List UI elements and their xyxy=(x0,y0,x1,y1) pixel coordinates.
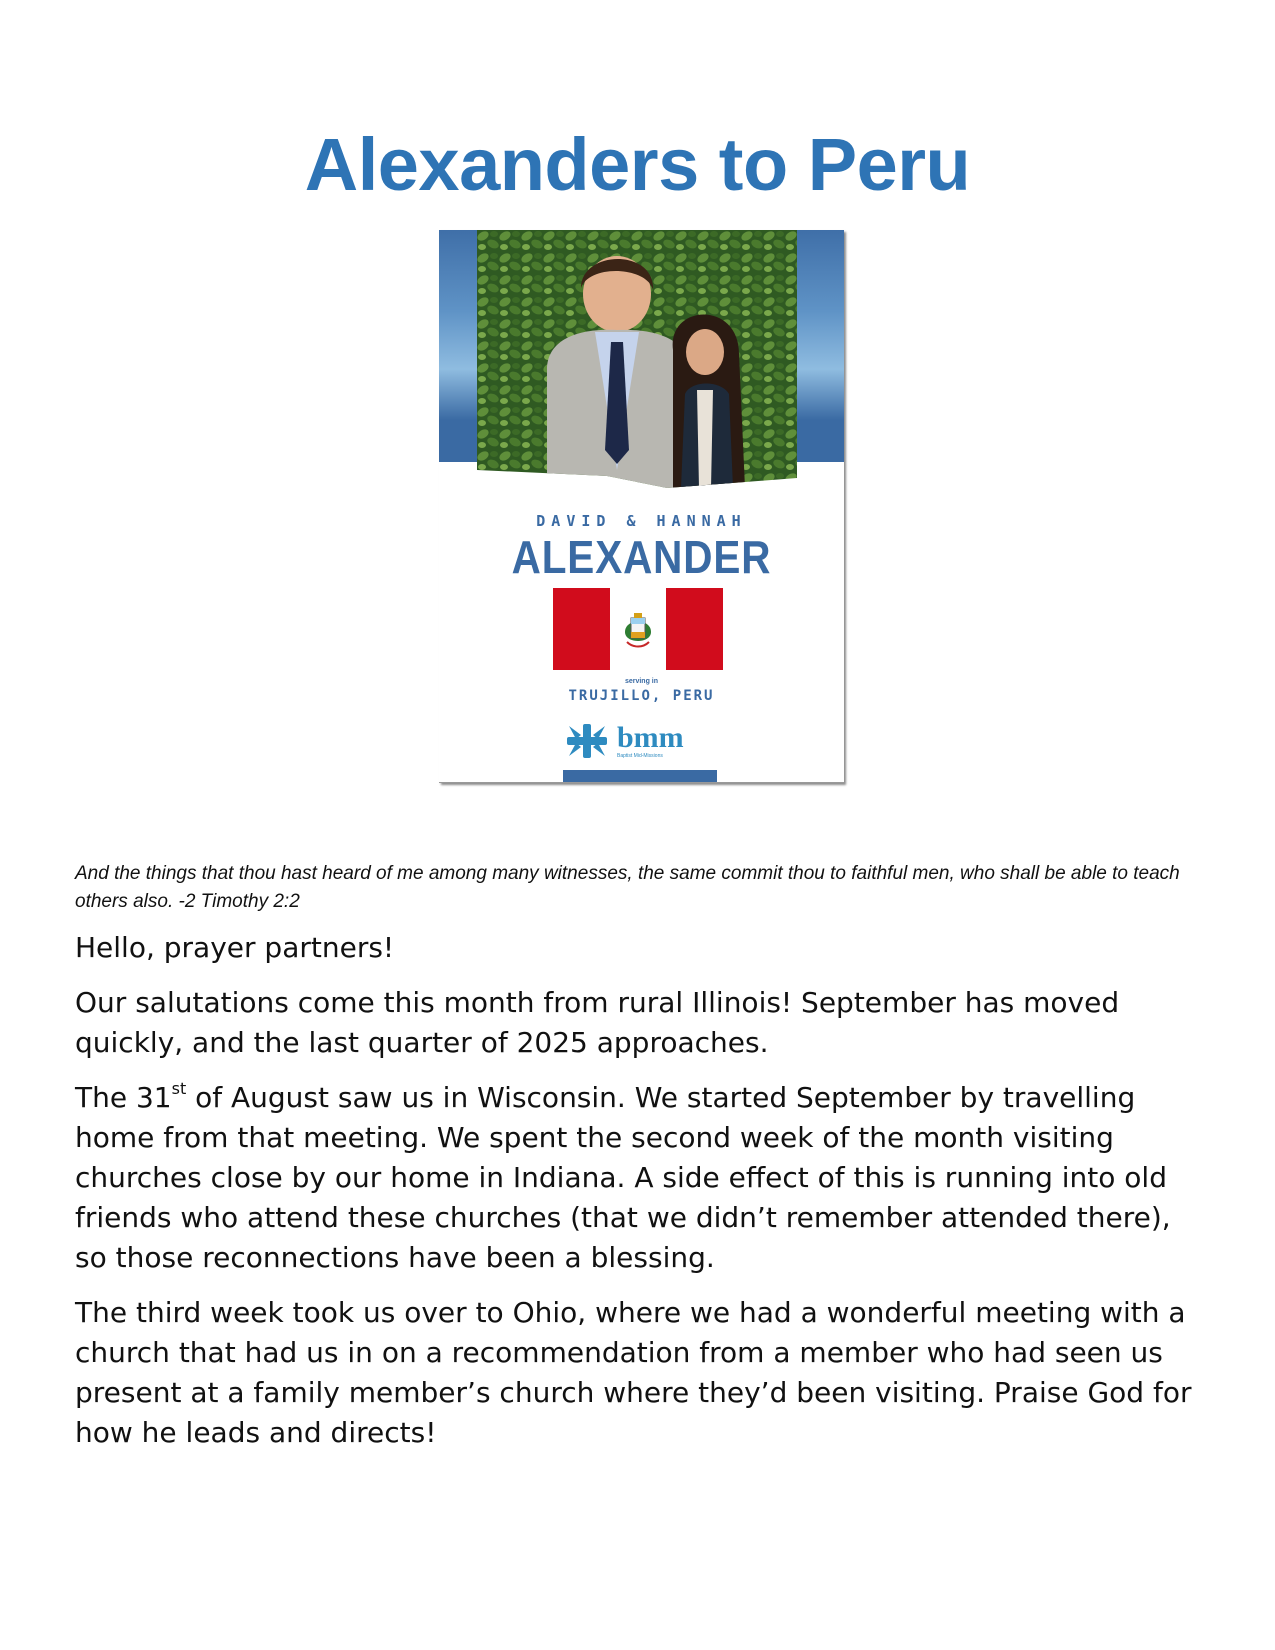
card-location: TRUJILLO, PERU xyxy=(568,688,715,704)
bmm-cross-icon xyxy=(563,722,611,760)
prayer-card xyxy=(439,230,844,783)
card-bottom-bar xyxy=(563,770,717,782)
paragraph-2 xyxy=(75,1078,1200,1278)
bmm-wordmark: bmm xyxy=(617,721,684,754)
bmm-logo xyxy=(563,722,684,760)
card-serving-label: serving in xyxy=(624,678,659,685)
card-first-names: DAVID & HANNAH xyxy=(536,512,747,530)
card-surname: ALEXANDER xyxy=(511,531,772,583)
peru-flag-icon xyxy=(553,588,723,670)
paragraph-2-prefix: The 31 xyxy=(75,1081,172,1114)
paragraph-3: The third week took us over to Ohio, where we had a wonderful meeting with a church that had us in on a recommendation from a member who had seen us present at a family member’s church where they’d been visiting. Praise God for how he leads and directs! xyxy=(75,1296,1192,1449)
paragraph-1: Our salutations come this month from rural Illinois! September has moved quickly, and the last quarter of 2025 approaches. xyxy=(75,986,1120,1059)
letter-body xyxy=(75,928,1200,1468)
page-title: Alexanders to Peru xyxy=(304,122,971,206)
scripture-quote: And the things that thou hast heard of me among many witnesses, the same commit thou to faithful men, who shall be able to teach others also. -2 Timothy 2:2 xyxy=(75,863,1180,912)
ordinal-suffix: st xyxy=(171,1079,187,1098)
paragraph-2-rest: of August saw us in Wisconsin. We started September by travelling home from that meeting. We spent the second week of the month visiting churches close by our home in Indiana. A side effect of this is running into old friends who attend these churches (that we didn’t remember attended there), so those reconnections have been a blessing. xyxy=(75,1081,1171,1274)
couple-photo xyxy=(477,230,797,488)
greeting: Hello, prayer partners! xyxy=(75,931,395,964)
bmm-subtitle: Baptist Mid-Missions xyxy=(617,753,663,759)
